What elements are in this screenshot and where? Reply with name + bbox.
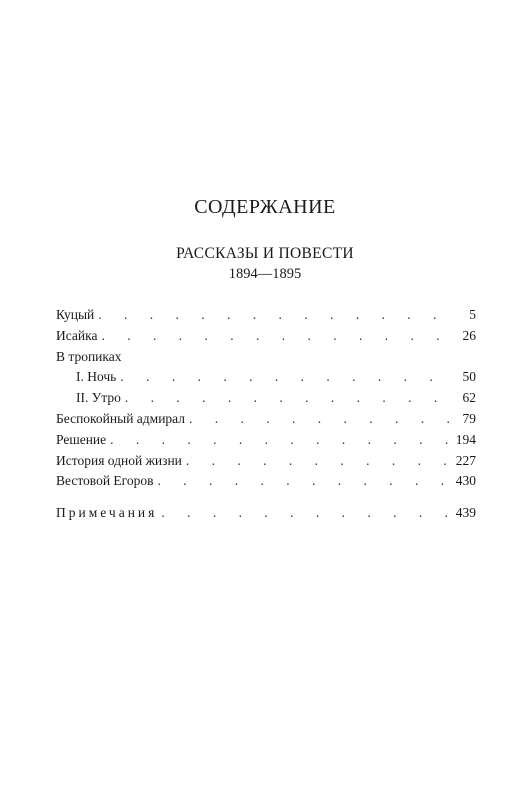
toc-entry-title: Примечания <box>56 505 158 521</box>
toc-entry[interactable] <box>56 430 476 451</box>
toc-leader-dots <box>120 367 450 388</box>
toc-entry[interactable] <box>56 326 476 347</box>
toc-entry-notes[interactable] <box>56 503 476 524</box>
toc-page-number: 62 <box>462 390 476 406</box>
toc-leader-dots <box>110 430 450 451</box>
toc-page-number: 50 <box>462 369 476 385</box>
toc-entry-title: Беспокойный адмирал <box>56 410 186 426</box>
toc-leader-dots <box>158 471 450 492</box>
toc-leader-dots <box>186 451 450 472</box>
section-title: РАССКАЗЫ И ПОВЕСТИ <box>176 245 354 262</box>
toc-entry[interactable] <box>56 471 476 492</box>
table-of-contents <box>56 305 476 524</box>
toc-entry-title: II. Утро <box>76 390 121 406</box>
toc-entry-title: Вестовой Егоров <box>56 473 154 489</box>
toc-leader-dots <box>98 305 450 326</box>
toc-page-number: 5 <box>469 307 476 322</box>
toc-page-number: 194 <box>455 431 476 447</box>
toc-entry-title: История одной жизни <box>56 452 182 468</box>
toc-leader-dots <box>161 503 449 524</box>
toc-page-number: 26 <box>462 327 476 343</box>
toc-page-number: 439 <box>455 505 476 521</box>
toc-entry[interactable] <box>56 451 476 472</box>
toc-page-number: 430 <box>455 473 476 489</box>
toc-leader-dots <box>101 326 450 347</box>
toc-page-number: 79 <box>462 410 476 426</box>
toc-page-number: 227 <box>455 452 476 468</box>
toc-entry-title: Решение <box>56 431 107 447</box>
toc-entry-title: В тропиках <box>56 348 122 364</box>
toc-entry[interactable] <box>56 409 476 430</box>
toc-entry-title: Исайка <box>56 327 98 343</box>
toc-leader-dots <box>125 388 450 409</box>
section-years: 1894—1895 <box>228 266 302 282</box>
toc-entry-title: Куцый <box>56 307 95 322</box>
toc-entry-heading <box>56 347 476 368</box>
page-title: СОДЕРЖАНИЕ <box>194 196 336 218</box>
toc-entry[interactable] <box>56 305 476 326</box>
toc-leader-dots <box>189 409 450 430</box>
toc-entry[interactable] <box>56 388 476 409</box>
toc-entry[interactable] <box>56 367 476 388</box>
toc-entry-title: I. Ночь <box>76 369 117 385</box>
